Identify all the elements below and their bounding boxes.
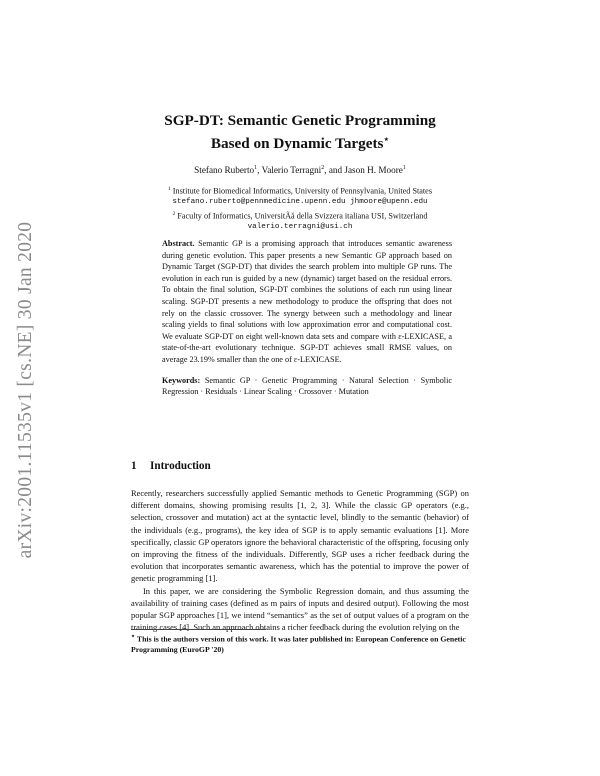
title-footnote-mark: ⋆	[383, 134, 390, 144]
abstract-text: Semantic GP is a promising approach that introduces semantic awareness during genetic evolution. This paper presents a new Semantic GP approach based on Dynamic Target (SGP-DT) that divides the search problem into multiple GP runs. The evolution in each run is guided by a new (dynamic) target based on the residual errors. To obtain the final solution, SGP-DT combines the solutions of each run using linear scaling. SGP-DT presents a new methodology to produce the offspring that does not rely on the classic crossover. The synergy between such a methodology and linear scaling yields to final solutions with low approximation error and computational cost. We evaluate SGP-DT on eight well-known data sets and compare with ε-LEXICASE, a state-of-the-art evolutionary technique. SGP-DT achieves small RMSE values, on average 23.19% smaller than the one of ε-LEXICASE.	[162, 239, 452, 364]
title-line-1: SGP-DT: Semantic Genetic Programming	[164, 112, 436, 129]
arxiv-id-text: arXiv:2001.11535v1 [cs.NE] 30 Jan 2020	[15, 221, 36, 559]
affiliations	[130, 184, 470, 233]
paragraph: Recently, researchers successfully applied Semantic methods to Genetic Programming (SGP) on different domains, showing promising results [1, 2, 3]. While the classic GP operators (e.g., selection, crossover and mutation) act at the syntactic level, blindly to the semantic (behavior) of the individuals (e.g., programs), the key idea of SGP is to apply semantic evaluations [1]. More specifically, classic GP operators ignore the behavioral characteristic of the offspring, focusing only on improving the fitness of the individuals. Differently, SGP uses a richer feedback during the evolution that incorporates semantic awareness, which has the potential to improve the power of genetic programming [1].	[131, 488, 469, 584]
section-heading	[131, 460, 211, 472]
author-name: Stefano Ruberto	[194, 165, 255, 176]
author-list: Stefano Ruberto$^1$, Valerio Terragni$^2$, and Jason H. Moore$^1$	[194, 165, 406, 176]
keywords-text: Semantic GP · Genetic Programming · Natural Selection · Symbolic Regression · Residuals · Linear Scaling · Crossover · Mutation	[162, 375, 452, 397]
footnote	[131, 632, 469, 656]
author-affil-sup: 2	[321, 165, 325, 171]
arxiv-identifier	[14, 215, 38, 565]
affiliation-1: $^1$ Institute for Biomedical Informatics, University of Pennsylvania, United States	[167, 186, 432, 196]
footnote-rule	[131, 629, 266, 630]
author-name: Valerio Terragni	[261, 165, 322, 176]
author-affil-sup: 1	[254, 165, 258, 171]
author-name: Jason H. Moore	[344, 165, 403, 176]
abstract	[162, 238, 452, 398]
affiliation-1-emails[interactable]: stefano.ruberto@pennmedicine.upenn.edu jhmoore@upenn.edu	[172, 198, 428, 207]
abstract-label: Abstract.	[162, 239, 195, 248]
section-number: 1	[131, 460, 137, 472]
paragraph: In this paper, we are considering the Symbolic Regression domain, and thus assuming the availability of training cases (defined as m pairs of inputs and desired output). Following the most popular SGP approaches [1], we intend “semantics” as the set of output values of a program on the training cases [4]. Such an approach obtains a richer feedback during the evolution relying on the	[131, 585, 469, 633]
paper-title	[120, 111, 480, 153]
section-title: Introduction	[150, 460, 211, 472]
footnote-mark: ⋆	[131, 633, 136, 640]
keywords-label: Keywords:	[162, 375, 201, 385]
affiliation-2-emails[interactable]: valerio.terragni@usi.ch	[247, 222, 353, 231]
affiliation-2: $^2$ Faculty of Informatics, UniversitÃă della Svizzera italiana USI, Switzerland	[172, 210, 428, 221]
author-affil-sup: 1	[402, 165, 406, 171]
body-text	[131, 487, 469, 633]
title-line-2: Based on Dynamic Targets	[210, 135, 384, 153]
footnote-text: This is the authors version of this work. It was later published in: European Conference on Genetic Programming (EuroGP '20)	[131, 634, 466, 655]
